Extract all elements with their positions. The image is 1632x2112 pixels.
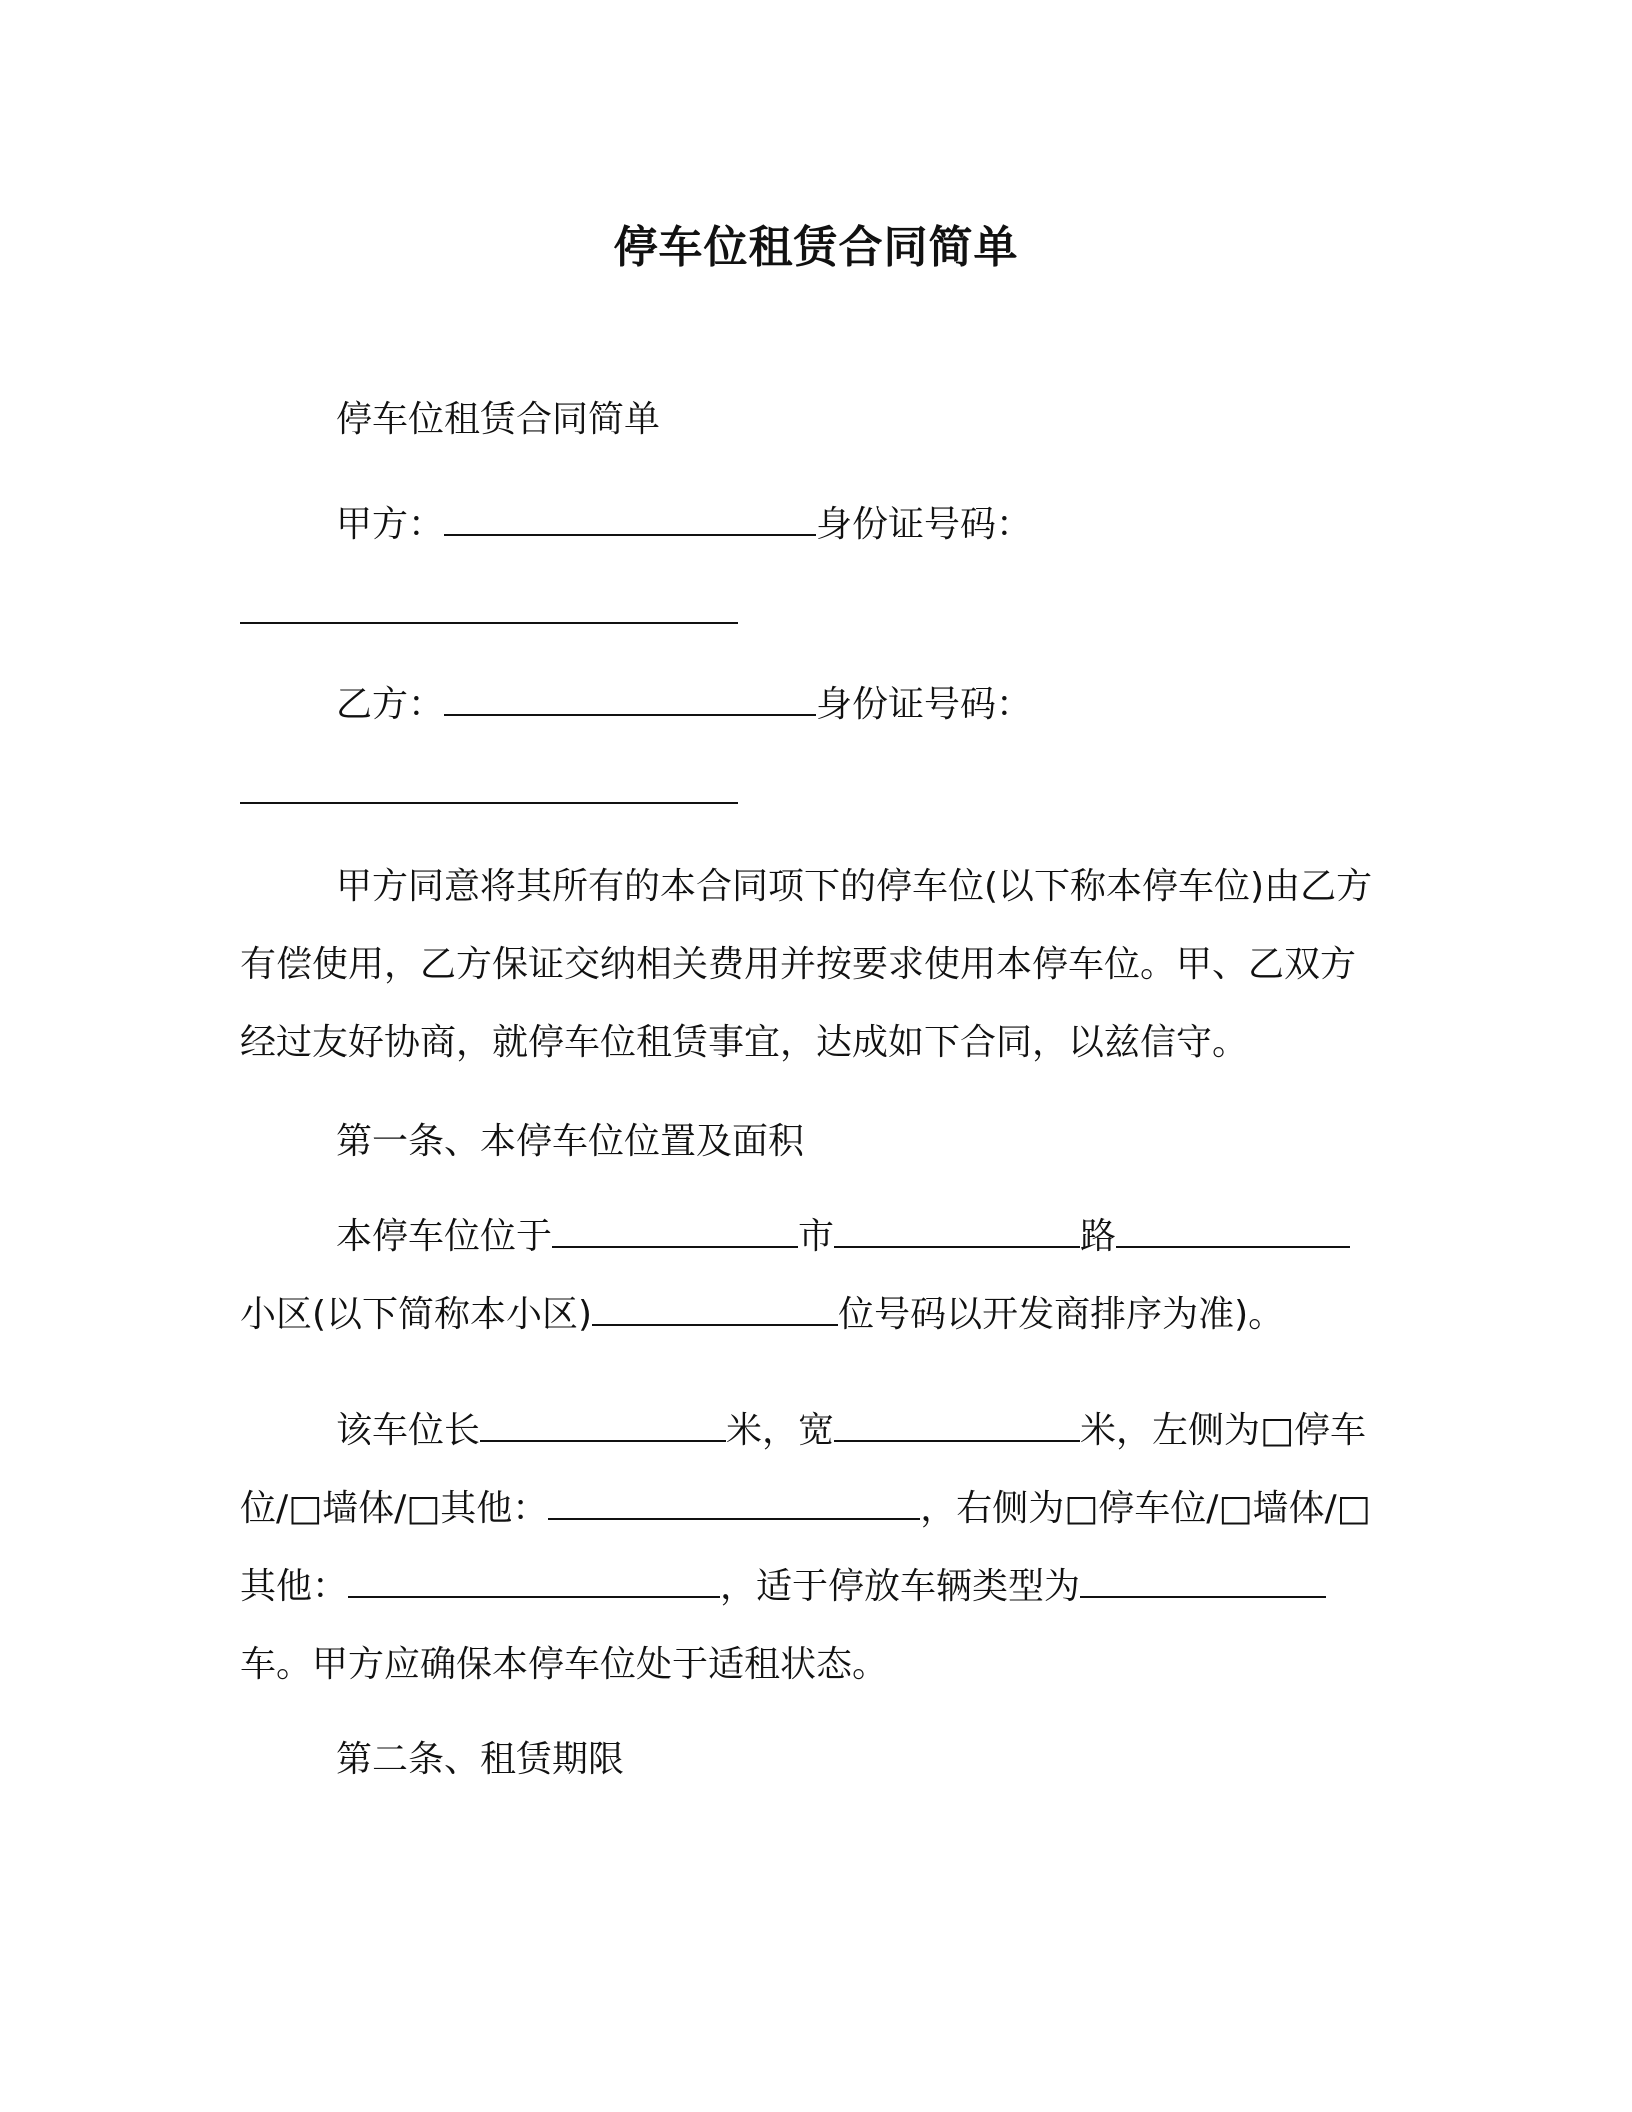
- party-b-label: 乙方：: [336, 684, 445, 725]
- location-text-3: 路: [1080, 1216, 1117, 1257]
- size-text-2: 米，宽: [726, 1410, 835, 1451]
- article-1-heading: 第一条、本停车位位置及面积: [336, 1121, 805, 1162]
- party-a-label: 甲方：: [336, 504, 445, 545]
- party-a-name-blank[interactable]: [444, 500, 816, 536]
- party-a-row: [336, 500, 1032, 549]
- intro-paragraph: 甲方同意将其所有的本合同项下的停车位(以下称本停车位)由乙方有偿使用，乙方保证交纳相关费用并按要求使用本停车位。甲、乙双方经过友好协商，就停车位租赁事宜，达成如下合同，以兹信守。: [240, 866, 1373, 1063]
- party-a-id-row: [240, 588, 738, 637]
- vehicle-type-blank[interactable]: [1080, 1562, 1326, 1598]
- location-text-4: 小区(以下简称本小区): [240, 1294, 593, 1335]
- width-blank[interactable]: [834, 1406, 1080, 1442]
- article-1-size: [240, 1392, 1380, 1704]
- size-text-5: ，适于停放车辆类型为: [720, 1566, 1081, 1607]
- size-text-6: 车。甲方应确保本停车位处于适租状态。: [240, 1644, 889, 1685]
- length-blank[interactable]: [480, 1406, 726, 1442]
- article-2-heading: 第二条、租赁期限: [336, 1739, 625, 1780]
- party-a-id-blank[interactable]: [240, 588, 738, 624]
- location-text-1: 本停车位位于: [336, 1216, 553, 1257]
- left-side-other-blank[interactable]: [548, 1484, 920, 1520]
- community-blank[interactable]: [1116, 1212, 1350, 1248]
- party-b-id-label: 身份证号码：: [816, 684, 1033, 725]
- party-b-id-row: [240, 768, 738, 817]
- party-b-id-blank[interactable]: [240, 768, 738, 804]
- location-text-2: 市: [798, 1216, 835, 1257]
- party-b-name-blank[interactable]: [444, 680, 816, 716]
- document-subtitle: 停车位租赁合同简单: [336, 399, 661, 440]
- road-blank[interactable]: [834, 1212, 1080, 1248]
- location-text-5: 位号码以开发商排序为准)。: [838, 1294, 1285, 1335]
- article-1-location: [240, 1198, 1380, 1354]
- party-a-id-label: 身份证号码：: [816, 504, 1033, 545]
- size-text-4: ，右侧为□停车位/□墙体/□其他：: [240, 1488, 1371, 1607]
- space-number-blank[interactable]: [592, 1290, 838, 1326]
- size-text-3: 米，左侧为□停车位/□墙体/□其他：: [240, 1410, 1367, 1529]
- city-blank[interactable]: [552, 1212, 798, 1248]
- document-title: 停车位租赁合同简单: [613, 222, 1019, 273]
- party-b-row: [336, 680, 1032, 729]
- right-side-other-blank[interactable]: [348, 1562, 720, 1598]
- size-text-1: 该车位长: [336, 1410, 481, 1451]
